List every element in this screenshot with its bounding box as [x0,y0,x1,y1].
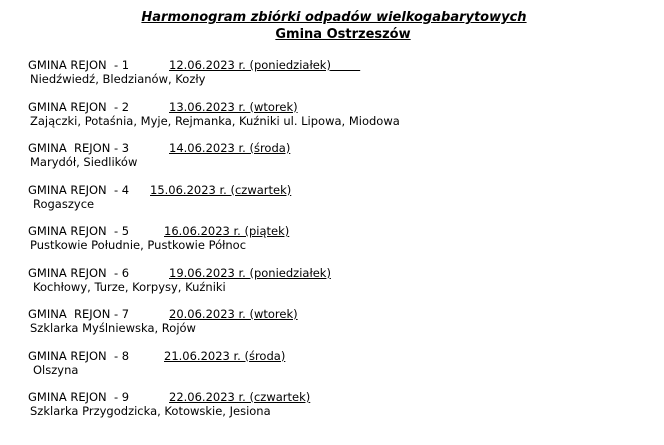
region-label: GMINA REJON - 8 [28,348,130,363]
localities: Rogaszyce [33,196,95,211]
document-title: Harmonogram zbiórki odpadów wielkogabarytowych [141,10,527,25]
collection-date: 21.06.2023 r. (środa) [164,348,286,363]
schedule-entry [0,349,664,391]
collection-date: 20.06.2023 r. (wtorek) [169,307,298,321]
region-label: GMINA REJON - 9 [28,390,130,404]
localities: Szklarka Myślniewska, Rojów [30,321,196,335]
schedule-entry [0,307,664,349]
region-label: GMINA REJON - 1 [28,58,130,72]
localities: Zajączki, Potaśnia, Myje, Rejmanka, Kuźniki ul. Lipowa, Miodowa [30,113,400,128]
localities: Olszyna [33,362,79,377]
entry-header [28,349,285,363]
collection-date: 13.06.2023 r. (wtorek) [169,99,298,114]
collection-date: 19.06.2023 r. (poniedziałek) [169,265,331,280]
entry-header [28,141,290,155]
schedule-entry [0,183,664,225]
schedule-entry [0,141,664,183]
region-label: GMINA REJON - 2 [28,99,130,114]
region-label: GMINA REJON - 5 [28,224,130,238]
localities: Pustkowie Południe, Pustkowie Północ [30,238,247,252]
region-label: GMINA REJON - 7 [28,307,130,321]
collection-schedule [0,58,664,432]
region-label: GMINA REJON - 6 [28,265,130,280]
collection-date: 15.06.2023 r. (czwartek) [150,182,292,197]
collection-date: 12.06.2023 r. (poniedziałek) [169,58,331,72]
document-subtitle: Gmina Ostrzeszów [275,27,411,42]
entry-header [28,183,291,197]
collection-date: 14.06.2023 r. (środa) [169,141,291,155]
schedule-entry [0,224,664,266]
region-label: GMINA REJON - 3 [28,141,130,155]
schedule-entry [0,58,664,100]
schedule-entry [0,266,664,308]
localities: Marydół, Siedlików [30,155,138,169]
entry-header [28,307,298,321]
localities: Szklarka Przygodzicka, Kotowskie, Jesiona [30,404,271,418]
localities: Niedźwiedź, Bledzianów, Kozły [30,72,206,86]
document-header [0,9,664,43]
schedule-entry [0,390,664,432]
entry-header [28,224,289,238]
schedule-entry [0,100,664,142]
entry-header [28,58,360,72]
entry-header [28,100,298,114]
collection-date: 22.06.2023 r. (czwartek) [169,390,311,404]
entry-header [28,266,331,280]
collection-date: 16.06.2023 r. (piątek) [164,224,290,238]
region-label: GMINA REJON - 4 [28,182,130,197]
entry-header [28,390,310,404]
localities: Kochłowy, Turze, Korpysy, Kuźniki [33,279,226,294]
